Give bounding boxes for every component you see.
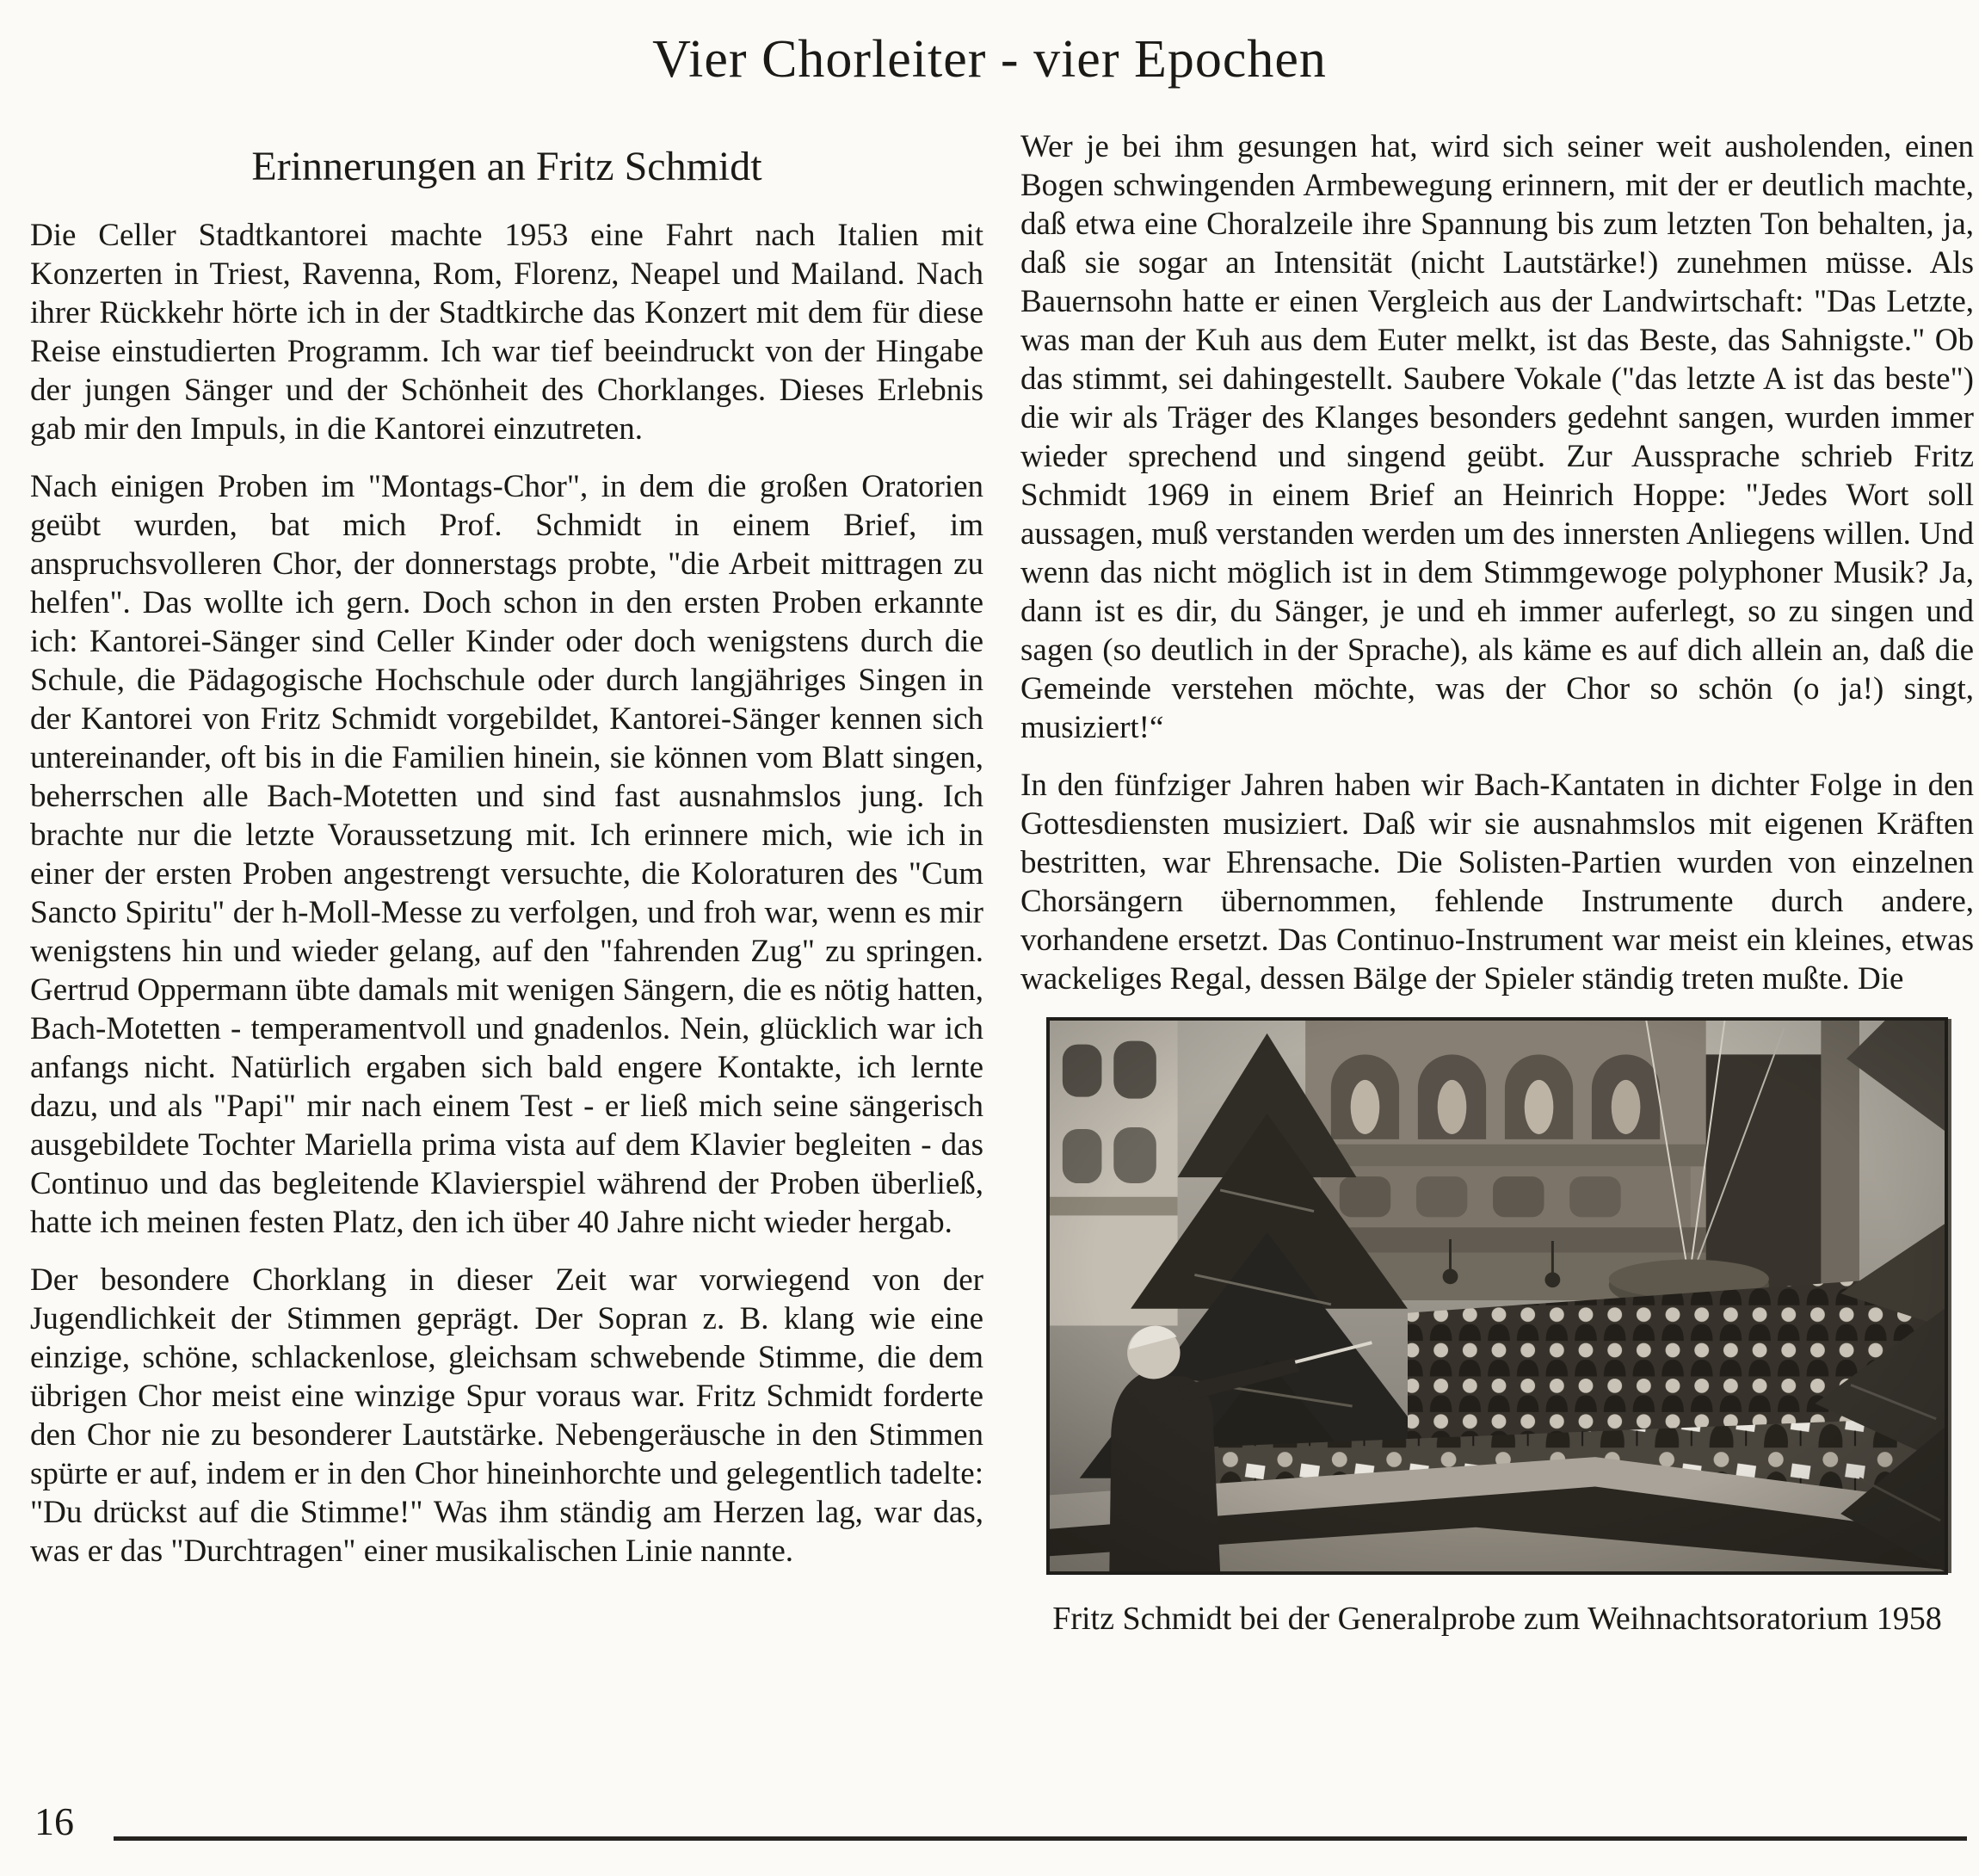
- choir-rehearsal-photo-art: [1050, 1021, 1945, 1571]
- left-column: [30, 142, 983, 1589]
- paragraph: Die Celler Stadtkantorei machte 1953 eine Fahrt nach Italien mit Konzerten in Triest, Ravenna, Rom, Florenz, Neapel und Mailand. Nach ihrer Rückkehr hörte ich in der Stadtkirche das Konzert mit dem für diese Reise einstudierten Programm. Ich war tief beeindruckt von der Hingabe der jungen Sänger und der Schönheit des Chorklanges. Dieses Erlebnis gab mir den Impuls, in die Kantorei einzutreten.: [30, 218, 983, 447]
- paragraph: Wer je bei ihm gesungen hat, wird sich seiner weit ausholenden, einen Bogen schwingenden Armbewegung erinnern, mit der er deutlich machte, daß etwa eine Choralzeile ihre Spannung bis zum letzten Ton behalten, ja, daß sie sogar an Intensität (nicht Lautstärke!) zunehmen müsse. Als Bauernsohn hatte er einen Vergleich aus der Landwirtschaft: "Das Letzte, was man der Kuh aus dem Euter melkt, ist das Beste, das Sahnigste." Ob das stimmt, sei dahingestellt. Saubere Vokale ("das letzte A ist das beste") die wir als Träger des Klanges besonders gedehnt sangen, wurden immer wieder sprechend und singend geübt. Zur Aussprache schrieb Fritz Schmidt 1969 in einem Brief an Heinrich Hoppe: "Jedes Wort soll aussagen, muß verstanden werden um des innersten Anliegens willen. Und wenn das nicht möglich ist in dem Stimmgewoge polyphoner Musik? Ja, dann ist es dir, du Sänger, je und eh immer auferlegt, so zu singen und sagen (so deutlich in der Sprache), als käme es auf dich allein an, daß die Gemeinde verstehen möchte, was der Chor so schön (o ja!) singt, musiziert!“: [1020, 129, 1974, 745]
- section-heading: Erinnerungen an Fritz Schmidt: [251, 144, 762, 189]
- paragraph: In den fünfziger Jahren haben wir Bach-Kantaten in dichter Folge in den Gottesdiensten musiziert. Daß wir sie ausnahmslos mit eigenen Kräften bestritten, war Ehrensache. Die Solisten-Partien wurden von einzelnen Chorsängern übernommen, fehlende Instrumente durch andere, vorhandene ersetzt. Das Continuo-Instrument war meist ein kleines, etwas wackeliges Regal, dessen Bälge der Spieler ständig treten mußte. Die: [1020, 768, 1974, 997]
- paragraph: Nach einigen Proben im "Montags-Chor", in dem die großen Oratorien geübt wurden, bat mich Prof. Schmidt in einem Brief, im anspruchsvolleren Chor, der donnerstags probte, "die Arbeit mittragen zu helfen". Das wollte ich gern. Doch schon in den ersten Proben erkannte ich: Kantorei-Sänger sind Celler Kinder oder doch wenigstens durch die Schule, die Pädagogische Hochschule oder durch langjähriges Singen in der Kantorei von Fritz Schmidt vorgebildet, Kantorei-Sänger kennen sich untereinander, oft bis in die Familien hinein, sie können vom Blatt singen, beherrschen alle Bach-Motetten und sind fast ausnahmslos jung. Ich brachte nur die letzte Voraussetzung mit. Ich erinnere mich, wie ich in einer der ersten Proben angestrengt versuchte, die Koloraturen des "Cum Sancto Spiritu" der h-Moll-Messe zu verfolgen, und froh war, wenn es mir wenigstens hin und wieder gelang, auf den "fahrenden Zug" zu springen. Gertrud Oppermann übte damals mit wenigen Sängern, die es nötig hatten, Bach-Motetten - temperamentvoll und gnadenlos. Nein, glücklich war ich anfangs nicht. Natürlich ergaben sich bald engere Kontakte, ich lernte dazu, und als "Papi" mir nach einem Test - er ließ mich seine sängerisch ausgebildete Tochter Mariella prima vista auf dem Klavier begleiten - das Continuo und das begleitende Klavierspiel während der Proben überließ, hatte ich meinen festen Platz, den ich über 40 Jahre nicht wieder hergab.: [30, 469, 983, 1240]
- page-number: 16: [34, 1799, 74, 1843]
- right-column: [1020, 127, 1974, 1638]
- paragraph: Der besondere Chorklang in dieser Zeit war vorwiegend von der Jugendlichkeit der Stimmen geprägt. Der Sopran z. B. klang wie eine einzige, schöne, schlackenlose, gleichsam schwebende Stimme, die dem übrigen Chor meist eine winzige Spur voraus war. Fritz Schmidt forderte den Chor nie zu besonderer Lautstärke. Nebengeräusche in den Stimmen spürte er auf, indem er in den Chor hineinhorchte und gelegentlich tadelte: "Du drückst auf die Stimme!" Was ihm ständig am Herzen lag, war das, was er das "Durchtragen" einer musikalischen Linie nannte.: [30, 1262, 983, 1569]
- footer-rule: [114, 1836, 1967, 1841]
- page-title: Vier Chorleiter - vier Epochen: [652, 30, 1327, 89]
- photo-vignette: [1050, 1021, 1945, 1571]
- photo-caption: Fritz Schmidt bei der Generalprobe zum Weihnachtsoratorium 1958: [1052, 1601, 1942, 1637]
- choir-rehearsal-photo: [1046, 1017, 1948, 1575]
